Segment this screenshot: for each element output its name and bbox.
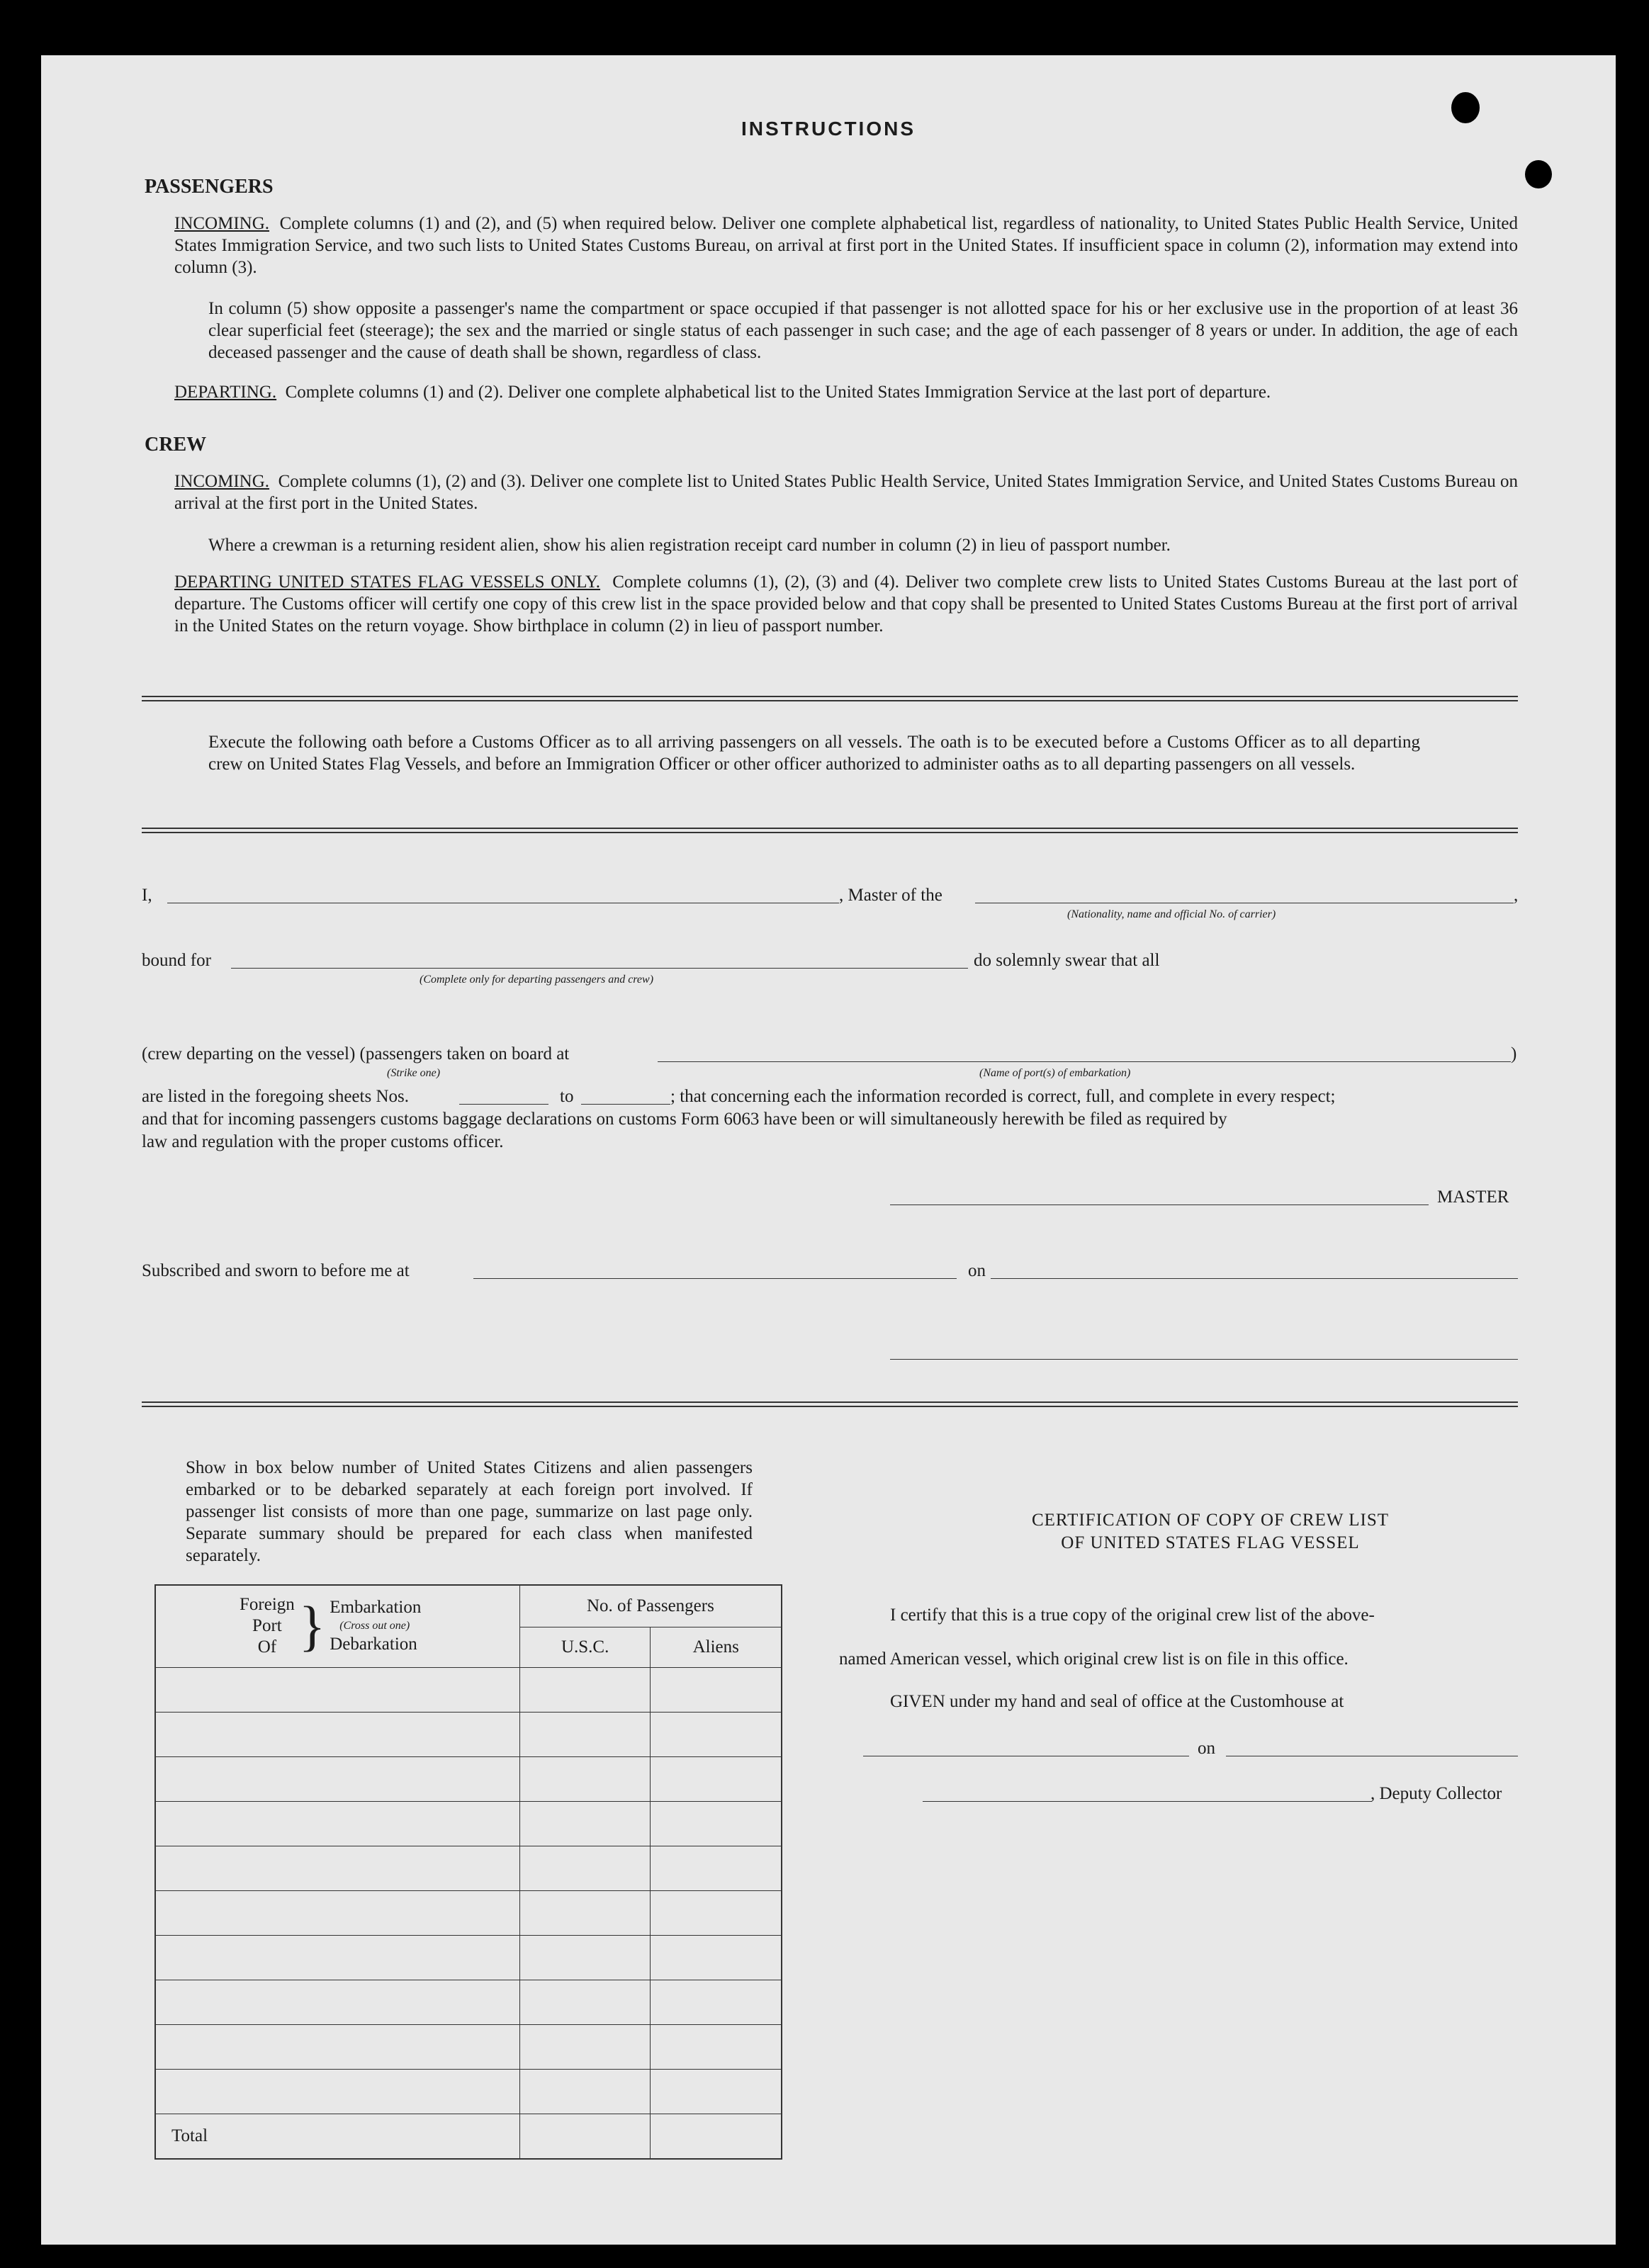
usc-cell[interactable] (519, 1890, 651, 1935)
aliens-cell[interactable] (651, 1712, 782, 1756)
port-cell[interactable] (155, 2025, 519, 2070)
section-divider (142, 696, 1518, 701)
summary-row (155, 2025, 782, 2070)
subscribed-on-label: on (968, 1261, 986, 1280)
sheet-from-field[interactable] (459, 1104, 548, 1105)
crew-incoming-instructions (174, 470, 1518, 514)
bound-for-label: bound for (142, 951, 211, 970)
usc-cell[interactable] (519, 2070, 651, 2114)
officer-signature-field[interactable] (890, 1359, 1518, 1360)
aliens-cell[interactable] (651, 1890, 782, 1935)
certification-on-label: on (1198, 1739, 1215, 1758)
to-label: to (560, 1087, 574, 1106)
embarkation-label: Embarkation (330, 1598, 422, 1618)
deputy-collector-signature-field[interactable] (923, 1801, 1372, 1802)
swear-label: do solemnly swear that all (974, 951, 1160, 970)
crew-departing-lead: DEPARTING UNITED STATES FLAG VESSELS ONLY. (174, 572, 601, 592)
summary-row (155, 1980, 782, 2025)
total-aliens-cell[interactable] (651, 2114, 782, 2159)
foreign-label: Foreign (240, 1595, 295, 1615)
crew-heading: CREW (145, 434, 207, 456)
bound-for-caption: (Complete only for departing passengers and crew) (420, 974, 654, 986)
usc-cell[interactable] (519, 1801, 651, 1846)
passengers-column5-instructions: In column (5) show opposite a passenger's name the compartment or space occupied if that passenger is not allotted space for his or her exclusive use in the proportion of at least 36 clear superficial feet (steerage); the sex and the married or single status of each passenger in such case; and the age of each passenger of 8 years or under. In addition, the age of each deceased passenger and the cause of death shall be shown, regardless of class. (208, 299, 1518, 362)
section-divider (142, 1401, 1518, 1407)
crew-alien-instructions: Where a crewman is a returning resident alien, show his alien registration receipt card number in column (2) in lieu of passport number. (208, 536, 1171, 555)
statement-line-3: law and regulation with the proper customs officer. (142, 1132, 504, 1151)
master-label: MASTER (1437, 1187, 1509, 1207)
sworn-place-field[interactable] (473, 1278, 957, 1279)
passengers-departing-instructions (174, 381, 1518, 403)
certification-heading-2: OF UNITED STATES FLAG VESSEL (1061, 1533, 1360, 1552)
passengers-heading: PASSENGERS (145, 176, 274, 198)
oath-i-label: I, (142, 886, 152, 905)
aliens-cell[interactable] (651, 1756, 782, 1801)
aliens-cell[interactable] (651, 1801, 782, 1846)
close-paren: ) (1511, 1044, 1517, 1064)
usc-cell[interactable] (519, 1980, 651, 2025)
port-cell[interactable] (155, 2070, 519, 2114)
no-passengers-header: No. of Passengers (519, 1585, 782, 1627)
of-label: Of (257, 1637, 277, 1657)
oath-intro: Execute the following oath before a Customs Officer as to all arriving passengers on all vessels. The oath is to be executed before a Customs Officer as to all departing crew on United States Flag Vessels, and before an Immigration Officer or other officer authorized to administer oaths as to all departing passengers on all vessels. (208, 733, 1420, 774)
strike-caption: (Strike one) (387, 1067, 441, 1079)
port-cell[interactable] (155, 1667, 519, 1712)
subscribed-label: Subscribed and sworn to before me at (142, 1261, 410, 1280)
port-cell[interactable] (155, 1846, 519, 1890)
aliens-cell[interactable] (651, 1846, 782, 1890)
certification-heading-1: CERTIFICATION OF COPY OF CREW LIST (1031, 1511, 1390, 1530)
usc-cell[interactable] (519, 1667, 651, 1712)
given-line: GIVEN under my hand and seal of office at the Customhouse at (890, 1692, 1344, 1711)
statement-tail: ; that concerning each the information recorded is correct, full, and complete in every respect; (670, 1087, 1336, 1106)
summary-row (155, 1667, 782, 1712)
crew-incoming-text: Complete columns (1), (2) and (3). Deliver one complete list to United States Public Health Service, United States Immigration Service, and United States Customs Bureau on arrival at the first port in the United States. (174, 472, 1518, 513)
form-page: INSTRUCTIONS PASSENGERS INCOMING. Complete columns (1) and (2), and (5) when required below. Deliver one complete alphabetical list, regardless of nationality, to United States Public Health Service, United States Immigration Service, and two such lists to United States Customs Bureau, on arrival at first port in the United States. If insufficient space in column (2), information may extend into column (3). In column (5) show opposite a passenger's name the compartment or space occupied if that passenger is not allotted space for his or her exclusive use in the proportion of at least 36 clear superficial feet (steerage); the sex and the married or single status of each passenger in such case; and the age of each passenger of 8 years or under. In addition, the age of each deceased passenger and the cause of death shall be shown, regardless of class. DEPARTING. Complete columns (1) and (2). Deliver one complete alphabetical list to the United States Immigration Service at the last port of departure. CREW INCOMING. Complete columns (1), (2) and (3). Deliver one complete list to United States Public Health Service, United States Immigration Service, and United States Customs Bureau on arrival at the first port in the United States. Where a crewman is a returning resident alien, show his alien registration receipt card number in column (2) in lieu of passport number. DEPARTING UNITED STATES FLAG VESSELS ONLY. Complete columns (1), (2), (3) and (4). Deliver two complete crew lists to United States Customs Bureau at the last port of departure. The Customs officer will certify one copy of this crew list in the space provided below and that copy shall be presented to United States Customs Bureau at the first port of arrival in the United States on the return voyage. Show birthplace in column (2) in lieu of passport number. Execute the following oath before a Customs Officer as to all arriving passengers on all vessels. The oath is to be executed before a Customs Officer as to all departing crew on United States Flag Vessels, and before an Immigration Officer or other officer authorized to administer oaths as to all departing passengers on all vessels. I, , Master of the , (Nationality, name and official No. of carrier) bound for do solemnly swear that all (Complete only for departing passengers and crew) (crew departing on the vessel) (passengers taken on board at ) (Strike one) (Name of port(s) of embarkation) are listed in the foregoing sheets Nos. to ; that concerning each the information recorded is correct, full, and complete in every respect; and that for incoming passengers customs baggage declarations on customs Form 6063 have been or will simultaneously herewith be filed as required by law and regulation with the proper customs officer. MASTER Subscribed and sworn to before me at on Show in box below number of United States Citizens and alien passengers embarked or to be debarked separately at each foreign port involved. If passenger list consists of more than one page, summarize on last page only. Separate summary should be prepared for each class when manifested separately. Foreign Port Of } Embarkation (Cross out one) Debarkation No. of Passengers U.S.C. Aliens Total CERTIFICATION OF COPY OF CREW LIST OF UNITED STATES FLAG VESSEL I certify that this is a true copy of the original crew list of the above- named American vessel, which original crew list is on file in this office. GIVEN under my hand and seal of office at the Customhouse at on , Deputy Collector (41, 55, 1616, 2245)
embarkation-ports-field[interactable] (658, 1061, 1511, 1062)
summary-instructions: Show in box below number of United States Citizens and alien passengers embarked or to be debarked separately at each foreign port involved. If passenger list consists of more than one page, summarize on last page only. Separate summary should be prepared for each class when manifested separately. (186, 1458, 753, 1565)
aliens-cell[interactable] (651, 2070, 782, 2114)
aliens-cell[interactable] (651, 1667, 782, 1712)
usc-cell[interactable] (519, 1756, 651, 1801)
punch-hole-mark (1451, 92, 1480, 123)
summary-row (155, 1890, 782, 1935)
carrier-caption: (Nationality, name and official No. of carrier) (1067, 908, 1276, 920)
passengers-incoming-instructions (174, 213, 1518, 278)
aliens-cell[interactable] (651, 2025, 782, 2070)
port-cell[interactable] (155, 1935, 519, 1980)
debarkation-label: Debarkation (330, 1635, 417, 1654)
crew-passengers-label: (crew departing on the vessel) (passengers taken on board at (142, 1044, 570, 1064)
crew-incoming-lead: INCOMING. (174, 472, 270, 491)
summary-row (155, 1756, 782, 1801)
certify-line-2: named American vessel, which original crew list is on file in this office. (839, 1649, 1349, 1669)
summary-row (155, 2070, 782, 2114)
total-label: Total (155, 2114, 519, 2159)
summary-row (155, 1935, 782, 1980)
usc-cell[interactable] (519, 1712, 651, 1756)
sheet-to-field[interactable] (581, 1104, 670, 1105)
usc-cell[interactable] (519, 1846, 651, 1890)
aliens-cell[interactable] (651, 1935, 782, 1980)
port-cell[interactable] (155, 1980, 519, 2025)
bound-for-field[interactable] (231, 968, 968, 969)
passengers-incoming-lead: INCOMING. (174, 214, 270, 233)
usc-cell[interactable] (519, 2025, 651, 2070)
ports-caption: (Name of port(s) of embarkation) (979, 1067, 1131, 1079)
master-signature-field[interactable] (890, 1204, 1429, 1205)
port-header-cell: Foreign Port Of } Embarkation (Cross out one) Debarkation (155, 1585, 519, 1667)
passengers-incoming-text: Complete columns (1) and (2), and (5) when required below. Deliver one complete alphabetical list, regardless of nationality, to United States Public Health Service, United States Immigration Service, and two such lists to United States Customs Bureau, on arrival at first port in the United States. If insufficient space in column (2), information may extend into column (3). (174, 214, 1519, 277)
passenger-summary-table (154, 1584, 782, 2160)
port-cell[interactable] (155, 1801, 519, 1846)
page-title: INSTRUCTIONS (741, 118, 916, 140)
summary-row (155, 1801, 782, 1846)
certify-line-1: I certify that this is a true copy of the original crew list of the above- (890, 1606, 1375, 1625)
total-usc-cell[interactable] (519, 2114, 651, 2159)
crew-departing-text: Complete columns (1), (2), (3) and (4). Deliver two complete crew lists to United States Customs Bureau at the last port of departure. The Customs officer will certify one copy of this crew list in the space provided below and that copy shall be presented to United States Customs Bureau at the first port of arrival in the United States on the return voyage. Show birthplace in column (2) in lieu of passport number. (174, 572, 1518, 636)
punch-hole-mark (1525, 160, 1552, 188)
statement-line-2: and that for incoming passengers customs baggage declarations on customs Form 6063 have been or will simultaneously herewith be filed as required by (142, 1110, 1227, 1129)
listed-in-label: are listed in the foregoing sheets Nos. (142, 1087, 409, 1106)
crew-departing-instructions (174, 571, 1518, 637)
port-cell[interactable] (155, 1756, 519, 1801)
aliens-header: Aliens (651, 1627, 782, 1667)
summary-row (155, 1712, 782, 1756)
master-of-label: , Master of the (839, 886, 942, 905)
usc-cell[interactable] (519, 1935, 651, 1980)
passengers-departing-text: Complete columns (1) and (2). Deliver one complete alphabetical list to the United States Immigration Service at the last port of departure. (285, 383, 1271, 402)
aliens-cell[interactable] (651, 1980, 782, 2025)
passengers-departing-lead: DEPARTING. (174, 383, 277, 402)
deputy-collector-label: , Deputy Collector (1371, 1784, 1502, 1803)
sworn-date-field[interactable] (991, 1278, 1518, 1279)
port-label: Port (252, 1616, 282, 1636)
cross-out-caption: (Cross out one) (339, 1620, 410, 1632)
usc-header: U.S.C. (519, 1627, 651, 1667)
port-cell[interactable] (155, 1890, 519, 1935)
port-cell[interactable] (155, 1712, 519, 1756)
summary-row (155, 1846, 782, 1890)
section-divider (142, 828, 1518, 833)
